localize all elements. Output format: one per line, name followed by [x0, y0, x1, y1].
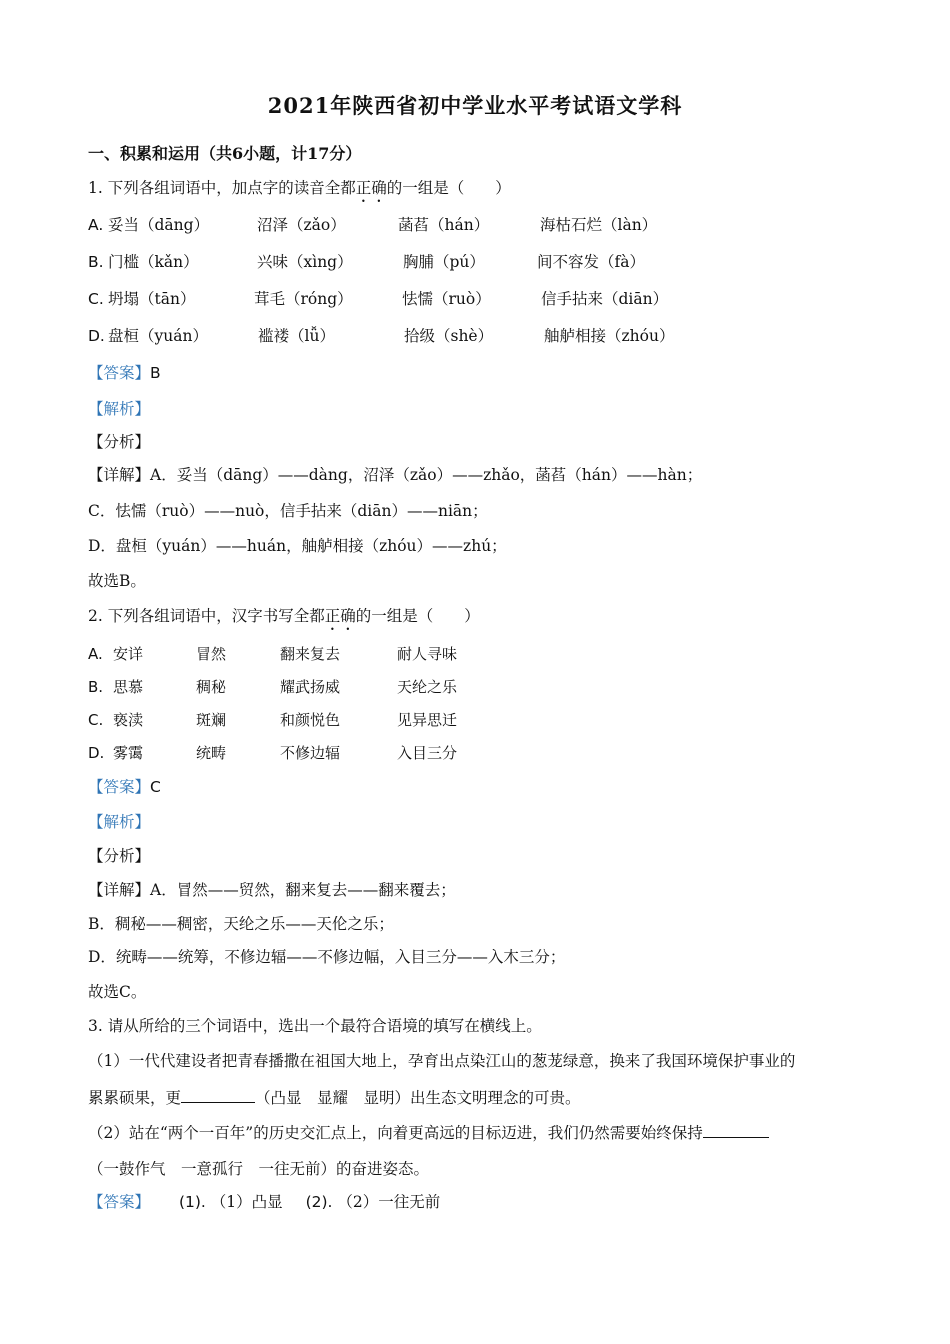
- q2-option-d-2: 统畴: [196, 744, 227, 762]
- q3-part1-line2: [88, 1087, 581, 1109]
- q3-answer-2: （2）一往无前: [337, 1193, 441, 1211]
- q1-conclusion: 故选B。: [88, 572, 146, 590]
- q1-answer-value: B: [150, 364, 161, 382]
- q1-fenxi-tag: 【分析】: [88, 433, 151, 451]
- q1-detail-2: C．怯懦（ruò）——nuò，信手拈来（diān）——niān；: [88, 502, 488, 520]
- q1-option-c-1: 坍塌（tān）: [108, 290, 196, 308]
- q2-detail-3: D．统畴——统筹，不修边辐——不修边幅，入目三分——入木三分；: [88, 948, 566, 966]
- q1-stem-post: 的一组是（ ）: [386, 179, 511, 197]
- q2-option-b-2: 稠秘: [196, 678, 227, 696]
- q1-jiexi-tag: 【解析】: [88, 400, 151, 418]
- q1-option-c-2: 茸毛（róng）: [254, 290, 353, 308]
- q1-option-c-letter: C.: [88, 290, 104, 308]
- q2-answer-tag: 【答案】: [88, 778, 151, 796]
- q2-stem: [88, 605, 480, 634]
- q3-answer-2-num: (2).: [305, 1193, 333, 1211]
- q1-detail-1: 【详解】A．妥当（dāng）——dàng，沼泽（zǎo）——zhǎo，菡萏（hán）——hàn；: [88, 466, 703, 484]
- q2-fenxi-tag: 【分析】: [88, 847, 151, 865]
- q1-option-b-4: 间不容发（fà）: [537, 253, 645, 271]
- q2-option-a-4: 耐人寻味: [397, 645, 458, 663]
- q1-option-a-2: 沼泽（zǎo）: [257, 216, 346, 234]
- q2-option-b-1: 思慕: [113, 678, 144, 696]
- q1-option-a-4: 海枯石烂（làn）: [540, 216, 658, 234]
- q1-option-d-2: 褴褛（lǚ）: [258, 327, 335, 345]
- q2-option-c-letter: C.: [88, 711, 104, 729]
- q3-part2-pre: （2）站在“两个一百年”的历史交汇点上，向着更高远的目标迈进，我们仍然需要始终保持: [88, 1124, 703, 1142]
- q2-option-a-letter: A.: [88, 645, 103, 663]
- q2-option-c-2: 斑斓: [196, 711, 227, 729]
- q1-option-a-letter: A.: [88, 216, 104, 234]
- q1-option-a-1: 妥当（dāng）: [108, 216, 210, 234]
- q1-option-c-4: 信手拈来（diān）: [541, 290, 669, 308]
- q1-answer-tag: 【答案】: [88, 364, 151, 382]
- q2-conclusion: 故选C。: [88, 983, 147, 1001]
- q1-option-c-3: 怯懦（ruò）: [402, 290, 491, 308]
- q1-stem-emphasis: 正确: [355, 179, 387, 197]
- q1-answer: [88, 362, 161, 384]
- q2-stem-post: 的一组是（ ）: [355, 607, 480, 625]
- q2-option-d-1: 雾霭: [113, 744, 144, 762]
- q1-option-d-1: 盘桓（yuán）: [108, 327, 208, 345]
- q3-part1-blank: [181, 1088, 255, 1103]
- q3-part2-line2: （一鼓作气 一意孤行 一往无前）的奋进姿态。: [88, 1160, 430, 1178]
- q2-option-c-4: 见异思迁: [397, 711, 458, 729]
- q1-detail-3: D．盘桓（yuán）——huán，舳舻相接（zhóu）——zhú；: [88, 537, 507, 555]
- q1-option-b-1: 门槛（kǎn）: [108, 253, 199, 271]
- q1-option-b-2: 兴味（xìng）: [257, 253, 353, 271]
- q3-answer-tag: 【答案】: [88, 1193, 151, 1211]
- q2-stem-pre: 2. 下列各组词语中，汉字书写全都: [88, 607, 325, 625]
- q1-stem-pre: 1. 下列各组词语中，加点字的读音全都: [88, 179, 356, 197]
- q2-detail-2: B．稠秘——稠密，天纶之乐——天伦之乐；: [88, 915, 394, 933]
- q2-option-c-1: 亵渎: [113, 711, 144, 729]
- q1-stem: [88, 177, 511, 206]
- q2-option-a-2: 冒然: [196, 645, 227, 663]
- q3-part2-line1: [88, 1122, 769, 1144]
- section-heading: 一、积累和运用（共6小题，计17分）: [88, 144, 362, 163]
- q2-option-d-letter: D.: [88, 744, 105, 762]
- q3-part1-line1: （1）一代代建设者把青春播撒在祖国大地上，孕育出点染江山的葱茏绿意，换来了我国环境保护事业的: [88, 1052, 796, 1070]
- q2-option-d-3: 不修边辐: [280, 744, 341, 762]
- q2-option-b-4: 天纶之乐: [397, 678, 458, 696]
- q3-answer: [88, 1191, 440, 1213]
- q3-part1-post: （凸显 显耀 显明）出生态文明理念的可贵。: [255, 1089, 581, 1107]
- q2-option-b-3: 耀武扬威: [280, 678, 341, 696]
- q3-stem: 3. 请从所给的三个词语中，选出一个最符合语境的填写在横线上。: [88, 1017, 542, 1035]
- q2-option-c-3: 和颜悦色: [280, 711, 341, 729]
- q2-answer: [88, 776, 161, 798]
- q2-jiexi-tag: 【解析】: [88, 813, 151, 831]
- q1-option-a-3: 菡萏（hán）: [398, 216, 490, 234]
- q2-option-b-letter: B.: [88, 678, 104, 696]
- q2-option-d-4: 入目三分: [397, 744, 458, 762]
- page-title: 2021年陕西省初中学业水平考试语文学科: [267, 93, 683, 118]
- q2-option-a-3: 翻来复去: [280, 645, 341, 663]
- q2-answer-value: C: [150, 778, 161, 796]
- q3-answer-1: （1）凸显: [210, 1193, 283, 1211]
- q1-option-b-3: 胸脯（pú）: [403, 253, 485, 271]
- q1-option-b-letter: B.: [88, 253, 104, 271]
- q2-stem-emphasis: 正确: [324, 607, 356, 625]
- q2-option-a-1: 安详: [113, 645, 144, 663]
- q2-detail-1: 【详解】A．冒然——贸然，翻来复去——翻来覆去；: [88, 881, 456, 899]
- q3-answer-1-num: (1).: [178, 1193, 206, 1211]
- q3-part2-blank: [703, 1123, 769, 1138]
- q1-option-d-letter: D.: [88, 327, 105, 345]
- q3-part1-pre: 累累硕果，更: [88, 1089, 182, 1107]
- q1-option-d-3: 拾级（shè）: [404, 327, 494, 345]
- q1-option-d-4: 舳舻相接（zhóu）: [544, 327, 675, 345]
